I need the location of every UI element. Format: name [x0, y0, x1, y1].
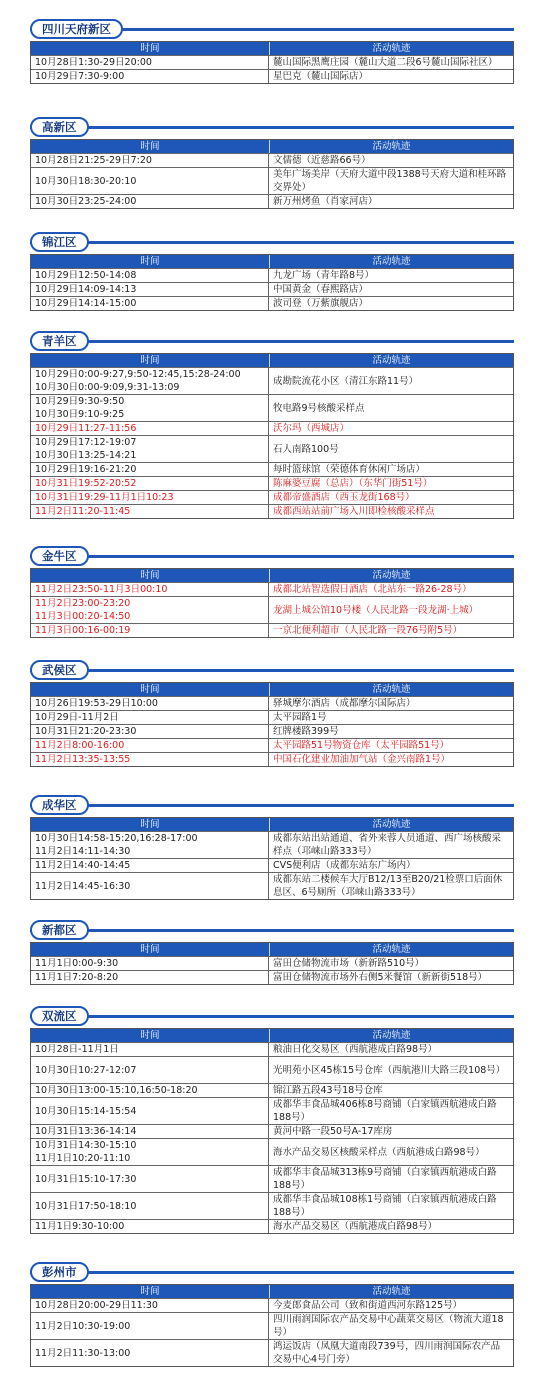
header-track: 活动轨迹: [372, 684, 411, 695]
section-rule: [30, 126, 514, 129]
place-cell: 红牌楼路399号: [273, 726, 339, 737]
place-cell: 锦江路五段43号18号仓库: [273, 1085, 383, 1096]
time-line: 10月29日17:12-19:07: [35, 437, 137, 448]
place-cell: 海水产品交易区核酸采样点（西航港成白路98号）: [273, 1146, 485, 1158]
place-cell: 太平园路51号物资仓库（太平园路51号）: [273, 740, 450, 751]
table-row: [31, 504, 513, 518]
section-rule: [30, 241, 514, 244]
table-row: [31, 1339, 513, 1366]
table-row: [31, 1312, 513, 1339]
table-row: [31, 872, 513, 899]
table-row: [31, 1097, 513, 1124]
time-line: 10月29日0:00-9:27,9:50-12:45,15:28-24:00: [35, 369, 241, 380]
place-cell: 龙湖上城公馆10号楼（人民北路一段龙湖·上城）: [273, 604, 479, 616]
time-cell: [31, 269, 269, 282]
place-cell: 四川雨润国际农产品交易中心蔬菜交易区（物流大道18号）: [273, 1314, 504, 1338]
time-cell: [31, 711, 269, 724]
header-time: 时间: [31, 140, 270, 153]
time-line: 10月29日9:30-9:50: [35, 396, 125, 407]
time-cell: [31, 1139, 269, 1165]
time-cell: [31, 1125, 269, 1138]
time-line: 11月2日8:00-16:00: [35, 740, 125, 751]
time-cell: [31, 56, 269, 69]
time-cell: [31, 70, 269, 83]
header-time: 时间: [31, 683, 270, 696]
time-cell: [31, 491, 269, 504]
header-track: 活动轨迹: [372, 141, 411, 152]
place-cell: 今麦郎食品公司（致和街道西河东路125号）: [273, 1300, 463, 1311]
time-cell: [31, 195, 269, 208]
table-row: [31, 421, 513, 435]
district-title: 青羊区: [30, 331, 89, 351]
track-table: [30, 817, 514, 900]
time-line: 10月31日14:30-15:10: [35, 1140, 137, 1151]
place-cell: 富田仓储物流市场（新新路510号）: [273, 958, 425, 969]
table-row: [31, 490, 513, 504]
table-header: [31, 943, 513, 956]
place-cell: 太平园路1号: [273, 712, 327, 723]
time-cell: [31, 1313, 269, 1339]
time-line: 10月31日15:10-17:30: [35, 1173, 137, 1185]
header-track: 活动轨迹: [372, 570, 411, 581]
time-line: 10月31日19:52-20:52: [35, 478, 137, 489]
table-row: [31, 1298, 513, 1312]
time-line: 11月2日14:40-14:45: [35, 860, 131, 871]
header-time: 时间: [31, 1285, 270, 1298]
time-line: 10月31日21:20-23:30: [35, 726, 137, 737]
table-row: [31, 738, 513, 752]
table-row: [31, 153, 513, 167]
time-cell: [31, 739, 269, 752]
table-header: [31, 354, 513, 367]
header-time: 时间: [31, 42, 270, 55]
time-cell: [31, 725, 269, 738]
time-cell: [31, 832, 269, 858]
time-cell: [31, 154, 269, 167]
header-time: 时间: [31, 1029, 270, 1042]
place-cell: 黄河中路一段50号A-17库房: [273, 1126, 393, 1137]
time-line: 10月31日19:29-11月1日10:23: [35, 492, 174, 503]
section-rule: [30, 1271, 514, 1274]
place-cell: 石人南路100号: [273, 443, 339, 455]
time-cell: [31, 1193, 269, 1219]
table-row: [31, 1042, 513, 1056]
time-line: 10月30日14:58-15:20,16:28-17:00: [35, 833, 198, 844]
time-line: 10月29日19:16-21:20: [35, 464, 137, 475]
time-line: 11月1日7:20-8:20: [35, 972, 119, 983]
time-cell: [31, 1299, 269, 1312]
header-track: 活动轨迹: [372, 355, 411, 366]
track-table: [30, 942, 514, 985]
time-line: 10月31日17:50-18:10: [35, 1200, 137, 1212]
district-title: 金牛区: [30, 546, 89, 566]
time-line: 10月29日12:50-14:08: [35, 270, 137, 281]
table-row: [31, 394, 513, 421]
time-line: 10月30日9:10-9:25: [35, 409, 125, 420]
district-title: 四川天府新区: [30, 19, 123, 39]
table-row: [31, 167, 513, 194]
table-header: [31, 42, 513, 55]
time-line: 11月2日23:00-23:20: [35, 598, 131, 609]
track-table: [30, 1284, 514, 1367]
time-line: 10月28日21:25-29日7:20: [35, 155, 152, 166]
table-row: [31, 831, 513, 858]
section-rule: [30, 340, 514, 343]
header-time: 时间: [31, 354, 270, 367]
time-cell: [31, 873, 269, 899]
time-line: 10月30日13:00-15:10,16:50-18:20: [35, 1085, 198, 1096]
time-line: 10月28日20:00-29日11:30: [35, 1300, 158, 1311]
header-track: 活动轨迹: [372, 1286, 411, 1297]
time-cell: [31, 859, 269, 872]
header-time: 时间: [31, 943, 270, 956]
table-header: [31, 683, 513, 696]
table-row: [31, 956, 513, 970]
table-row: [31, 367, 513, 394]
table-row: [31, 194, 513, 208]
table-row: [31, 282, 513, 296]
place-cell: 富田仓储物流市场外右侧5米餐馆（新新街518号）: [273, 972, 488, 983]
place-cell: 星巴克（麓山国际店）: [273, 71, 369, 82]
time-line: 10月29日7:30-9:00: [35, 71, 125, 82]
time-cell: [31, 436, 269, 462]
place-cell: 每时篮球馆（荣德体育休闲广场店）: [273, 464, 426, 475]
table-row: [31, 596, 513, 623]
time-line: 10月29日14:09-14:13: [35, 284, 137, 295]
time-line: 10月30日13:25-14:21: [35, 450, 137, 461]
district-title: 高新区: [30, 117, 89, 137]
table-row: [31, 69, 513, 83]
place-cell: 驿城摩尔酒店（成都摩尔国际店）: [273, 698, 416, 709]
time-line: 11月2日14:45-16:30: [35, 880, 131, 892]
table-row: [31, 858, 513, 872]
table-header: [31, 140, 513, 153]
place-cell: 麓山国际黑鹰庄园（麓山大道二段6号麓山国际社区）: [273, 57, 498, 68]
place-cell: 光明苑小区45栋15号仓库（西航港川大路三段108号）: [273, 1064, 506, 1076]
time-cell: [31, 597, 269, 623]
table-row: [31, 55, 513, 69]
time-cell: [31, 168, 269, 194]
place-cell: 成都帝盛酒店（西玉龙街168号）: [273, 492, 415, 503]
place-cell: 一京北便利超市（人民北路一段76号附5号）: [273, 625, 463, 636]
time-line: 11月3日00:16-00:19: [35, 625, 131, 636]
time-cell: [31, 1220, 269, 1233]
time-cell: [31, 971, 269, 984]
place-cell: 海水产品交易区（西航港成白路98号）: [273, 1221, 438, 1232]
place-cell: 鸿运饭店（凤凰大道南段739号，四川雨润国际农产品交易中心4号门旁）: [273, 1341, 501, 1365]
time-cell: [31, 957, 269, 970]
time-line: 11月2日11:20-11:45: [35, 506, 131, 517]
table-row: [31, 752, 513, 766]
table-row: [31, 435, 513, 462]
place-cell: 成勘院流花小区（清江东路11号）: [273, 375, 419, 387]
time-line: 11月1日0:00-9:30: [35, 958, 119, 969]
time-cell: [31, 753, 269, 766]
time-line: 11月3日00:20-14:50: [35, 611, 131, 622]
place-cell: 波司登（万紫旗舰店）: [273, 298, 369, 309]
header-track: 活动轨迹: [372, 944, 411, 955]
table-row: [31, 1138, 513, 1165]
place-cell: 成都华丰食品城406栋8号商铺（白家镇西航港成白路188号）: [273, 1099, 497, 1123]
table-row: [31, 710, 513, 724]
time-line: 11月2日23:50-11月3日00:10: [35, 584, 168, 595]
header-track: 活动轨迹: [372, 1030, 411, 1041]
table-row: [31, 1219, 513, 1233]
header-track: 活动轨迹: [372, 43, 411, 54]
place-cell: 牧电路9号核酸采样点: [273, 402, 365, 414]
header-track: 活动轨迹: [372, 819, 411, 830]
place-cell: 粮油日化交易区（西航港成白路98号）: [273, 1044, 438, 1055]
header-time: 时间: [31, 255, 270, 268]
place-cell: 沃尔玛（西城店）: [273, 423, 350, 434]
track-table: [30, 353, 514, 519]
header-time: 时间: [31, 569, 270, 582]
time-cell: [31, 395, 269, 421]
place-cell: 九龙广场（青年路8号）: [273, 270, 375, 281]
time-line: 10月28日-11月1日: [35, 1044, 119, 1055]
time-line: 11月2日11:30-13:00: [35, 1347, 131, 1359]
table-row: [31, 1192, 513, 1219]
table-row: [31, 696, 513, 710]
time-cell: [31, 505, 269, 518]
place-cell: 文儒德（近慈路66号）: [273, 155, 371, 166]
table-header: [31, 255, 513, 268]
section-rule: [30, 1015, 514, 1018]
place-cell: 成都西站站前广场入川即检核酸采样点: [273, 506, 435, 517]
time-line: 10月30日15:14-15:54: [35, 1105, 137, 1117]
track-table: [30, 1028, 514, 1234]
time-cell: [31, 697, 269, 710]
district-title: 双流区: [30, 1006, 89, 1026]
section-rule: [30, 555, 514, 558]
place-cell: 新万州烤鱼（肖家河店）: [273, 196, 378, 207]
time-cell: [31, 422, 269, 435]
place-cell: 中国石化建业加油加气站（金兴南路1号）: [273, 754, 451, 765]
header-track: 活动轨迹: [372, 256, 411, 267]
section-rule: [30, 804, 514, 807]
section-rule: [30, 929, 514, 932]
time-line: 10月28日1:30-29日20:00: [35, 57, 152, 68]
table-row: [31, 462, 513, 476]
time-cell: [31, 1057, 269, 1083]
time-line: 11月1日10:20-11:10: [35, 1153, 131, 1164]
time-line: 10月26日19:53-29日10:00: [35, 698, 158, 709]
table-row: [31, 1083, 513, 1097]
time-line: 10月29日-11月2日: [35, 712, 119, 723]
time-line: 10月29日11:27-11:56: [35, 423, 137, 434]
table-row: [31, 476, 513, 490]
table-row: [31, 268, 513, 282]
place-cell: 陈麻婆豆腐（总店）（东华门街51号）: [273, 478, 433, 489]
time-cell: [31, 1098, 269, 1124]
place-cell: 美年广场美岸（天府大道中段1388号天府大道和桂环路交界处）: [273, 169, 507, 193]
table-row: [31, 1056, 513, 1083]
table-row: [31, 724, 513, 738]
table-header: [31, 1029, 513, 1042]
table-row: [31, 1124, 513, 1138]
time-line: 10月31日13:36-14:14: [35, 1126, 137, 1137]
table-header: [31, 1285, 513, 1298]
time-cell: [31, 1084, 269, 1097]
header-time: 时间: [31, 818, 270, 831]
time-line: 10月30日0:00-9:09,9:31-13:09: [35, 382, 180, 393]
track-table: [30, 568, 514, 638]
time-cell: [31, 283, 269, 296]
place-cell: CVS便利店（成都东站东广场内）: [273, 860, 416, 871]
table-header: [31, 818, 513, 831]
time-line: 10月30日18:30-20:10: [35, 175, 137, 187]
time-cell: [31, 368, 269, 394]
time-line: 10月30日23:25-24:00: [35, 196, 137, 207]
time-cell: [31, 624, 269, 637]
section-rule: [30, 669, 514, 672]
time-cell: [31, 463, 269, 476]
place-cell: 成都东站出站通道、省外来蓉人员通道、西广场核酸采样点（邛崃山路333号）: [273, 833, 502, 857]
place-cell: 成都华丰食品城108栋1号商铺（白家镇西航港成白路188号）: [273, 1194, 497, 1218]
track-table: [30, 682, 514, 767]
time-line: 10月30日10:27-12:07: [35, 1064, 137, 1076]
time-cell: [31, 297, 269, 310]
place-cell: 中国黄金（春熙路店）: [273, 284, 369, 295]
table-row: [31, 623, 513, 637]
table-row: [31, 1165, 513, 1192]
district-title: 锦江区: [30, 232, 89, 252]
time-line: 11月2日13:35-13:55: [35, 754, 131, 765]
time-line: 10月29日14:14-15:00: [35, 298, 137, 309]
table-row: [31, 970, 513, 984]
place-cell: 成都北站智选假日酒店（北站东一路26-28号）: [273, 584, 472, 595]
time-cell: [31, 1340, 269, 1366]
table-header: [31, 569, 513, 582]
time-line: 11月1日9:30-10:00: [35, 1221, 125, 1232]
time-cell: [31, 1166, 269, 1192]
time-line: 11月2日10:30-19:00: [35, 1320, 131, 1332]
track-table: [30, 254, 514, 311]
place-cell: 成都华丰食品城313栋9号商铺（白家镇西航港成白路188号）: [273, 1167, 497, 1191]
table-row: [31, 582, 513, 596]
track-table: [30, 41, 514, 84]
time-cell: [31, 477, 269, 490]
place-cell: 成都东站二楼候车大厅B12/13至B20/21检票口后面休息区、6号厕所（邛崃山路333号）: [273, 874, 503, 898]
track-table: [30, 139, 514, 209]
district-title: 武侯区: [30, 660, 89, 680]
table-row: [31, 296, 513, 310]
district-title: 彭州市: [30, 1262, 89, 1282]
district-title: 新都区: [30, 920, 89, 940]
time-cell: [31, 1043, 269, 1056]
time-cell: [31, 583, 269, 596]
time-line: 11月2日14:11-14:30: [35, 846, 131, 857]
district-title: 成华区: [30, 795, 89, 815]
